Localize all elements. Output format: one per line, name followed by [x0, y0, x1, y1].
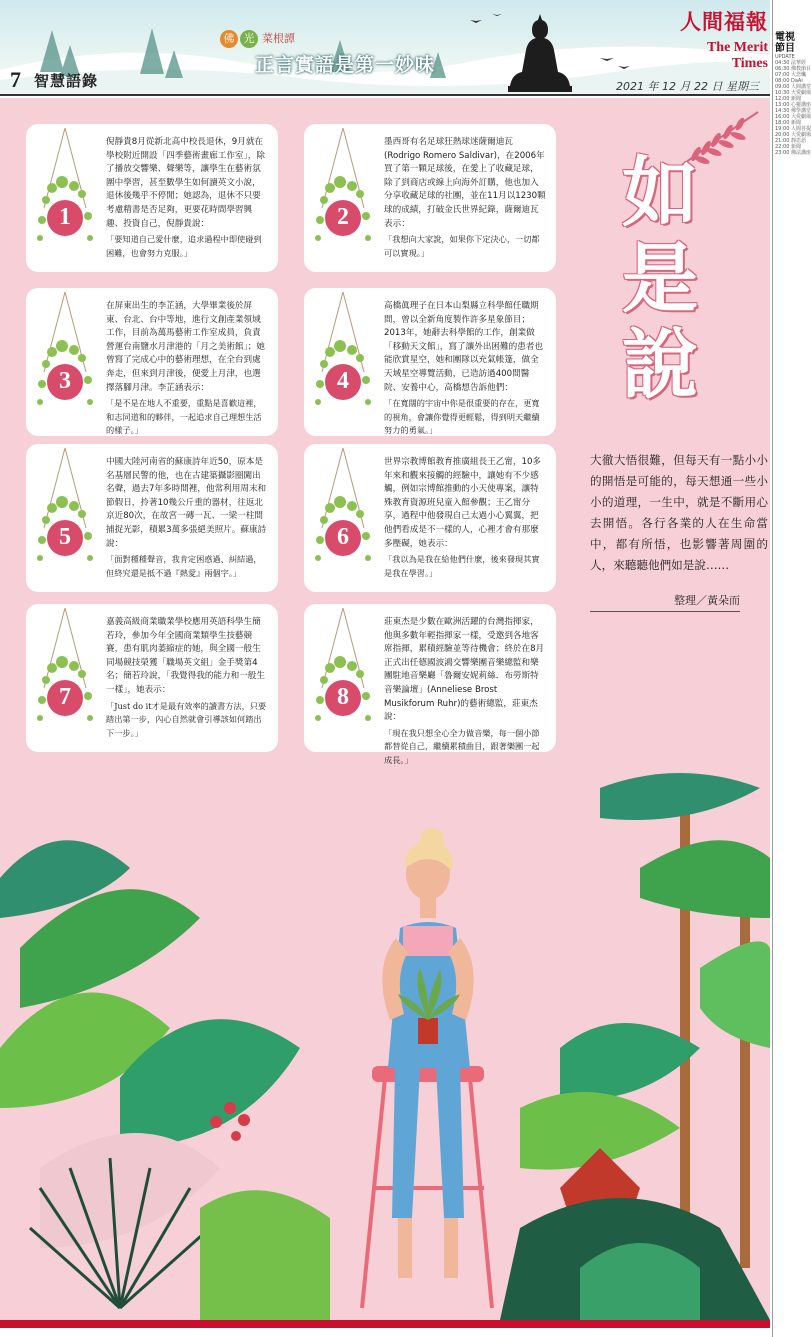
quote-card-6 [304, 444, 556, 592]
quote-card-7 [26, 604, 278, 752]
tv-schedule-sidebar [772, 0, 811, 1337]
quote-card-8 [304, 604, 556, 765]
content-area [0, 98, 770, 1320]
schedule-item: 04:30 法華經 [775, 60, 806, 66]
schedule-item: 20:00 大愛劇場 [775, 132, 811, 138]
card-text [384, 300, 546, 438]
illustration-woman-with-plants [0, 748, 770, 1320]
hanging-plant-icon [32, 448, 98, 588]
card-number: 7 [59, 684, 71, 710]
schedule-item: 07:00 大悲懺 [775, 72, 806, 78]
hanging-plant-icon [310, 292, 376, 432]
feature-title: 如是說 [622, 148, 698, 409]
page-header [0, 0, 770, 96]
footer-bar [0, 1320, 770, 1328]
card-number: 1 [59, 204, 71, 230]
card-body: 在屏東出生的李芷涵，大學畢業後於屏東、台北、台中等地，進行文創產業領域工作，目前為萬馬藝術工作室成員，負責營運台南鹽水月津港的「月之美術館」；她曾寫了完成心中的藝術理想，在全台到處奔走，但來到月津後，便愛上月津，也選擇落腳月津。李芷涵表示： [106, 301, 265, 393]
card-text [384, 616, 546, 768]
card-body: 世界宗教博館教育推廣組長王乙甯，10多年來和觀來接觸的經驗中，讓她有不少感觸，例如宗博館推動的小天使專案，讓特殊教育資源班兒童入館參觀；王乙甯分享，過程中他發現自己太過小心翼翼，把他們看成是不一樣的人，心裡才會有那麼多壓礙，她表示： [384, 457, 542, 549]
quote-card-5 [26, 444, 278, 592]
card-quote: 「是不是在地人不重要，重點是喜歡這裡，和志同道和的夥伴，一起追求自己理想生活的樣子。」 [106, 398, 262, 436]
schedule-item: 19:00 人間菩提 [775, 126, 811, 132]
schedule-item: 08:00 DaAi [775, 78, 803, 84]
header-divider [0, 94, 770, 96]
card-quote: 「在寬闊的宇宙中你是很重要的存在，更寬的視角，會讓你覺得更輕鬆，得到明天繼續努力的勇氣。」 [384, 398, 540, 436]
schedule-item: 09:00 人間講堂 [775, 84, 811, 90]
column-badge [220, 30, 295, 48]
logo-english: The Merit Times [706, 40, 768, 71]
schedule-item: 13:00 心靈講座 [775, 102, 811, 108]
schedule-item: 22:00 新聞 [775, 144, 801, 150]
hanging-plant-icon [310, 608, 376, 748]
card-body: 倪靜貴8月從新北高中校長退休，9月就在學校附近開設「四季藝術畫廊工作室」，除了播放交響樂、聲樂等，讓學生在藝術氛圍中學習，甚至數學生如何讀英文小說，退休後幾乎不停閒；她認為，退休不只要考慮精書是否足夠，更要花時間學習興趣、投資自己，倪靜貴說： [106, 137, 265, 229]
hanging-plant-icon [310, 128, 376, 268]
card-number: 8 [337, 684, 349, 710]
schedule-item: 06:30 佛教節目 [775, 66, 811, 72]
card-body: 中國大陸河南省的蘇康詩年近50，原本是名基層民警的他，也在古建築攝影圈闖出名聲，過去7年多時間裡，他常利用周末和節假日，拎著10幾公斤重的器材，往返北京近80次，在故宮一磚一瓦、一梁一柱間捕捉光影，積累3萬多張絕美照片。蘇康詩說： [106, 457, 267, 549]
badge-tag: 菜根譚 [262, 32, 295, 45]
card-number: 5 [59, 524, 71, 550]
card-quote: 「面對種種聲音，我肯定困惑過、糾結過，但終究還是抵不過『熱愛』兩個字。」 [106, 554, 262, 578]
headline: 正言實語是第一妙味 [255, 54, 436, 76]
schedule-item: 18:00 新聞 [775, 120, 801, 126]
hanging-plant-icon [32, 292, 98, 432]
hanging-plant-icon [310, 448, 376, 588]
card-body: 莊東杰是少數在歐洲活躍的台灣指揮家，他與多數年輕指揮家一樣，受邀到各地客席指揮，累積經驗並等待機會；終於在8月正式出任德國波鴻交響樂團音樂總監和樂團駐地音樂廳「魯爾安妮莉絲．布勞斯特音樂論壇」(Anneliese Brost Musikforum Ruhr)的藝術總監，莊東杰說： [384, 617, 545, 723]
schedule-item: 14:30 佛學講堂 [775, 108, 811, 114]
sidebar-title: 電視節目 [775, 32, 795, 54]
quote-card-4 [304, 288, 556, 436]
card-text [384, 456, 546, 580]
hanging-plant-icon [32, 128, 98, 268]
card-quote: 「現在我只想全心全力做音樂，每一個小節都替從自己，繼續累積曲目，跟著樂團一起成長。」 [384, 727, 540, 765]
card-text [106, 616, 268, 740]
schedule-item: 10:30 大愛劇場 [775, 90, 811, 96]
buddha-silhouette-icon [508, 10, 572, 92]
card-body: 嘉義高級商業職業學校應用英語科學生簡若玲，參加今年全國商業類學生技藝競賽，患有肌肉萎縮症的她，與全國一般生同場競技榮獲「職場英文組」金手獎第4名；簡若玲說，「我覺得我的能力和一般生一樣」，她表示： [106, 617, 265, 695]
card-number: 6 [337, 524, 349, 550]
editor-credit: 整理／黃朵而 [590, 592, 740, 612]
intro-paragraph: 大徹大悟很難，但每天有一點小小的開悟是可能的，每天想通一些小小的道理，一生中，就是不斷用心去開悟。各行各業的人在生命當中，都有所悟，也影響著周圍的人，來聽聽他們如是說…… [590, 453, 768, 572]
card-quote: 「我想向大家說，如果你下定決心，一切都可以實現。」 [384, 234, 540, 258]
quote-card-2 [304, 124, 556, 272]
card-text [106, 136, 268, 260]
card-number: 2 [337, 204, 349, 230]
badge-char-b: 光 [240, 30, 258, 48]
schedule-item: 12:00 新聞 [775, 96, 801, 102]
section-name: 智慧語錄 [34, 72, 99, 90]
page-number: 7 [10, 67, 21, 92]
card-text [106, 456, 268, 580]
card-body: 高橋眞理子在日本山梨縣立科學館任職期間，曾以全新角度製作許多星象節目；2013年，她辭去科學館的工作，創業做「移動天文館」，寫了讓外出困難的患者也能欣賞星空，她和團隊以充氣帳篷，做全天域星空導覽活動，已造訪過400間醫院、安養中心，高橋想告訴他們： [384, 301, 543, 393]
card-quote: 「要知道自己愛什麼，追求過程中即使碰到困難，也會努力克服。」 [106, 234, 262, 258]
schedule-item: 23:00 佛法講座 [775, 150, 811, 156]
logo-chinese: 人間福報 [680, 9, 768, 34]
card-quote: 「Just do it才是最有效率的讀書方法，只要踏出第一步，內心自然就會引導該如何踏出下一步。」 [106, 700, 267, 738]
card-body: 墨西哥有名足球狂熱球迷薩爾迪瓦(Rodrigo Romero Saldivar)，在2006年買了第一顆足球後，在愛上了收藏足球，除了到商店或線上向海外訂購，他也加入分享收藏足球的社團，並在11月以1230顆球的成績，打破金氏世界紀錄，薩爾迪瓦表示： [384, 137, 546, 229]
quote-card-3 [26, 288, 278, 436]
sidebar-subtitle: UPDATE [775, 54, 795, 60]
card-text [106, 300, 268, 438]
masthead-logo [672, 6, 768, 72]
card-number: 3 [59, 368, 71, 394]
schedule-item: 16:00 大愛劇場 [775, 114, 811, 120]
badge-char-a: 佛 [220, 30, 238, 48]
card-number: 4 [337, 368, 349, 394]
hanging-plant-icon [32, 608, 98, 748]
issue-date: 2021 年 12 月 22 日 星期三 [616, 80, 759, 93]
card-text [384, 136, 546, 260]
quote-card-1 [26, 124, 278, 272]
schedule-item: 21:00 靜思語 [775, 138, 806, 144]
card-quote: 「我以為是我在給他們什麼，後來發現其實是我在學習。」 [384, 554, 540, 578]
